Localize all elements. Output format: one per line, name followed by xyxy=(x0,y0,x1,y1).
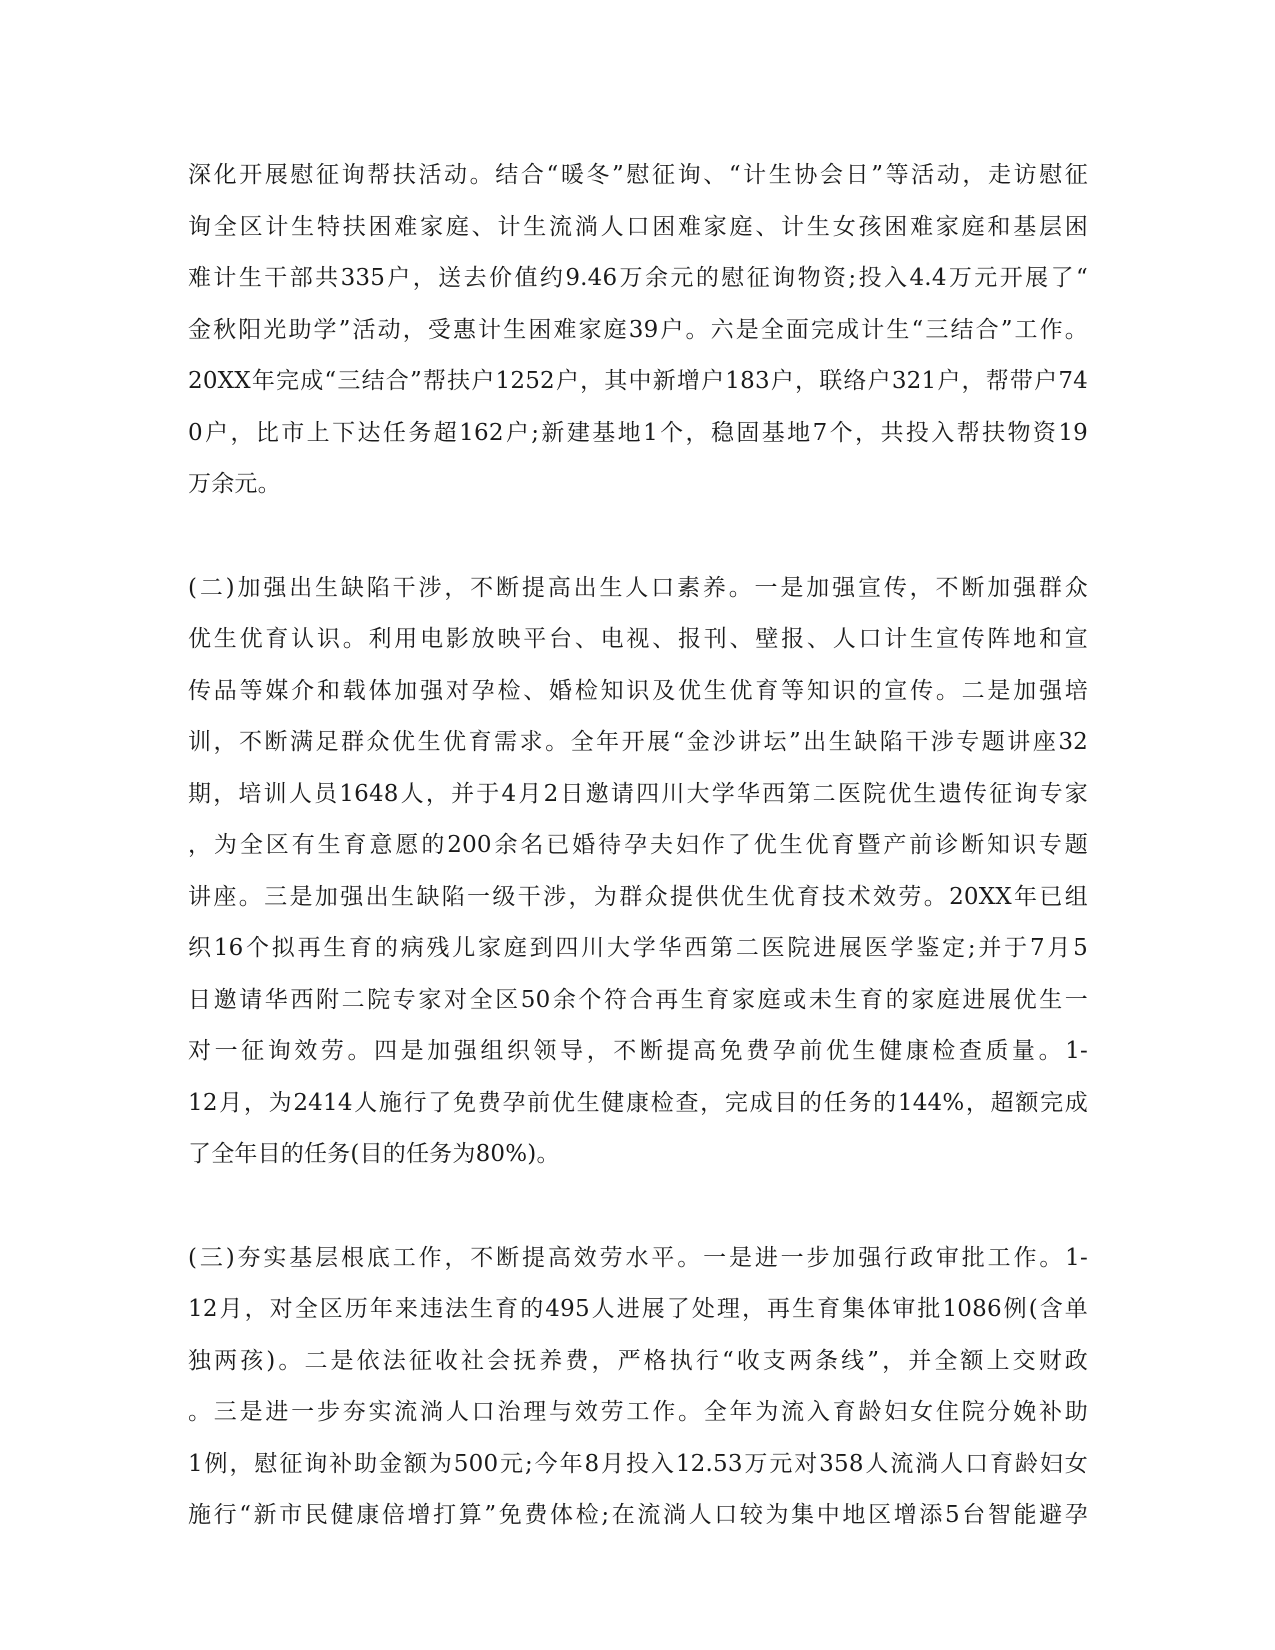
text-line: 询全区计生特扶困难家庭、计生流淌人口困难家庭、计生女孩困难家庭和基层困 xyxy=(188,213,1088,240)
paragraph-gap xyxy=(188,511,1088,563)
text-line: 深化开展慰征询帮扶活动。结合“暖冬”慰征询、“计生协会日”等活动，走访慰征 xyxy=(188,162,1088,188)
text-line: 12月，对全区历年来违法生育的495人进展了处理，再生育集体审批1086例(含单 xyxy=(188,1296,1088,1322)
text-line: 难计生干部共335户，送去价值约9.46万余元的慰征询物资;投入4.4万元开展了“ xyxy=(188,265,1088,291)
text-line: 讲座。三是加强出生缺陷一级干涉，为群众提供优生优育技术效劳。20XX年已组 xyxy=(188,883,1088,910)
text-line: (二)加强出生缺陷干涉，不断提高出生人口素养。一是加强宣传，不断加强群众 xyxy=(188,574,1088,601)
text-line: 1例，慰征询补助金额为500元;今年8月投入12.53万元对358人流淌人口育龄妇女 xyxy=(188,1450,1088,1477)
text-line: 对一征询效劳。四是加强组织领导，不断提高免费孕前优生健康检查质量。1- xyxy=(188,1038,1088,1064)
text-line: 织16个拟再生育的病残儿家庭到四川大学华西第二医院进展医学鉴定;并于7月5 xyxy=(188,935,1088,961)
paragraph-gap xyxy=(188,1181,1088,1233)
text-line: 优生优育认识。利用电影放映平台、电视、报刊、壁报、人口计生宣传阵地和宣 xyxy=(188,626,1088,652)
text-line: 了全年目的任务(目的任务为80%)。 xyxy=(188,1141,560,1167)
text-line: (三)夯实基层根底工作，不断提高效劳水平。一是进一步加强行政审批工作。1- xyxy=(188,1244,1088,1271)
text-line: 独两孩)。二是依法征收社会抚养费，严格执行“收支两条线”，并全额上交财政 xyxy=(188,1347,1088,1374)
text-line: 金秋阳光助学”活动，受惠计生困难家庭39户。六是全面完成计生“三结合”工作。 xyxy=(188,316,1088,343)
paragraph-3 xyxy=(188,1233,1088,1542)
text-line: 12月，为2414人施行了免费孕前优生健康检查，完成目的任务的144%，超额完成 xyxy=(188,1089,1088,1116)
paragraph-1 xyxy=(188,150,1088,511)
text-line: 训，不断满足群众优生优育需求。全年开展“金沙讲坛”出生缺陷干涉专题讲座32 xyxy=(188,729,1088,755)
text-line: 传品等媒介和载体加强对孕检、婚检知识及优生优育等知识的宣传。二是加强培 xyxy=(188,677,1088,704)
text-line: 万余元。 xyxy=(188,471,281,497)
text-line: 。三是进一步夯实流淌人口治理与效劳工作。全年为流入育龄妇女住院分娩补助 xyxy=(188,1399,1088,1425)
paragraph-2 xyxy=(188,563,1088,1181)
text-line: 0户，比市上下达任务超162户;新建基地1个，稳固基地7个，共投入帮扶物资19 xyxy=(188,419,1088,446)
document-page xyxy=(188,150,1088,1542)
text-line: ，为全区有生育意愿的200余名已婚待孕夫妇作了优生优育暨产前诊断知识专题 xyxy=(188,832,1088,858)
text-line: 期，培训人员1648人，并于4月2日邀请四川大学华西第二医院优生遗传征询专家 xyxy=(188,780,1088,807)
text-line: 施行“新市民健康倍增打算”免费体检;在流淌人口较为集中地区增添5台智能避孕 xyxy=(188,1502,1088,1528)
text-line: 20XX年完成“三结合”帮扶户1252户，其中新增户183户，联络户321户，帮带户74 xyxy=(188,368,1088,394)
text-line: 日邀请华西附二院专家对全区50余个符合再生育家庭或未生育的家庭进展优生一 xyxy=(188,986,1088,1013)
